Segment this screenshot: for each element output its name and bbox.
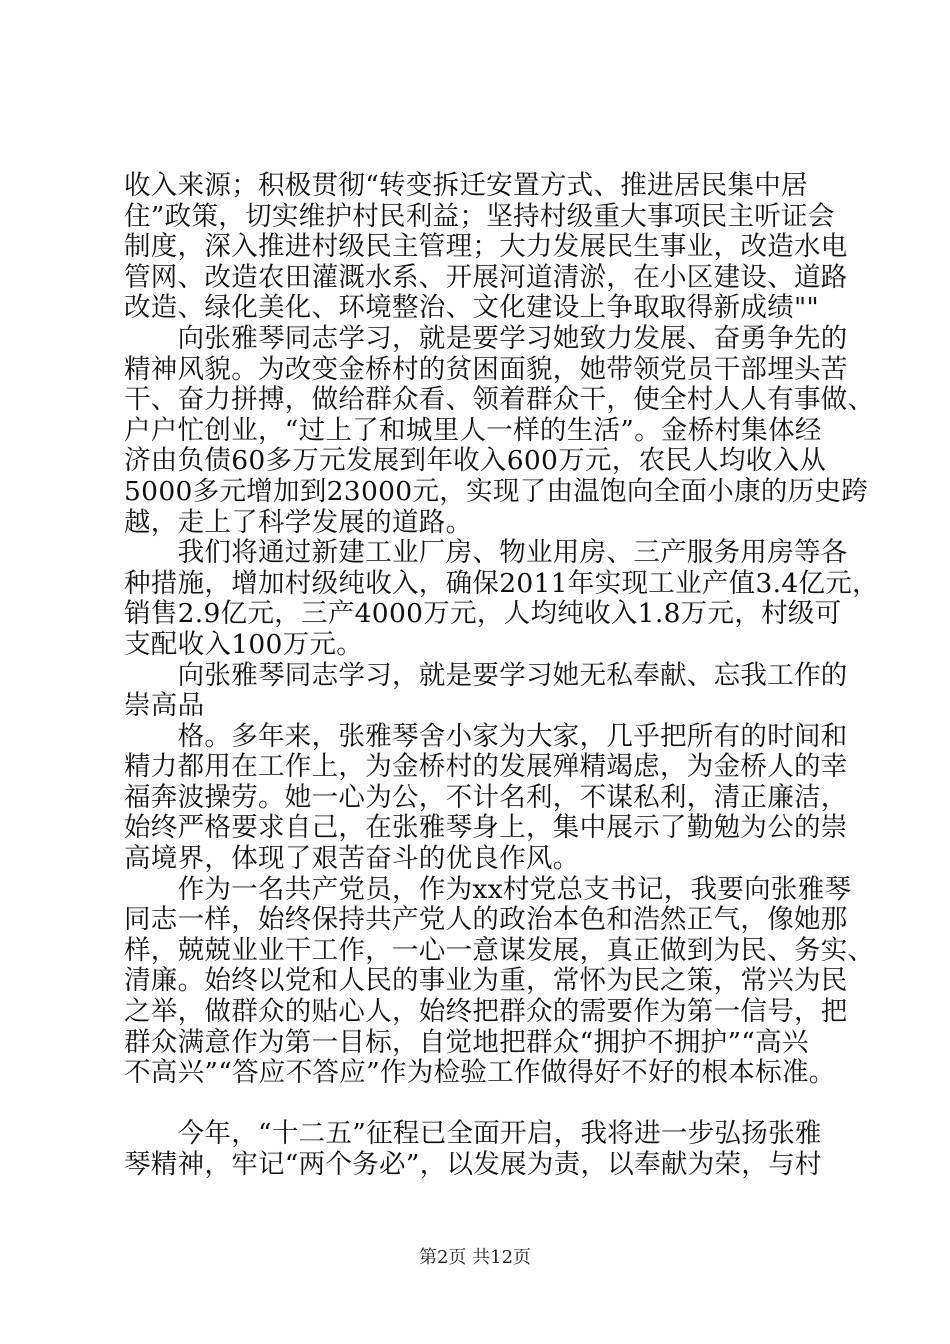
text-line: 今年，“十二五”征程已全面开启，我将进一步弘扬张雅 [124, 1118, 822, 1150]
text-line: 我们将通过新建工业厂房、物业用房、三产服务用房等各 [124, 537, 848, 569]
text-line: 福奔波操劳。她一心为公，不计名利，不谋私利，清正廉洁， [124, 781, 848, 813]
text-line: 琴精神，牢记“两个务必”，以发展为责，以奉献为荣，与村 [124, 1149, 822, 1180]
text-line: 格。多年来，张雅琴舍小家为大家，几乎把所有的时间和 [124, 720, 848, 752]
text-line: 越，走上了科学发展的道路。 [124, 506, 473, 538]
document-body [124, 170, 879, 1181]
text-line: 精神风貌。为改变金桥村的贫困面貌，她带领党员干部埋头苦 [124, 353, 848, 385]
text-line: 种措施，增加村级纯收入，确保2011年实现工业产值3.4亿元， [124, 567, 879, 599]
page-footer: 第2页 共12页 [418, 1247, 532, 1268]
text-line: 销售2.9亿元，三产4000万元，人均纯收入1.8万元，村级可 [124, 598, 842, 630]
text-line: 样，兢兢业业干工作，一心一意谋发展，真正做到为民、务实、 [124, 934, 875, 966]
text-line: 改造、绿化美化、环境整治、文化建设上争取取得新成绩"" [124, 292, 819, 324]
text-line: 5000多元增加到23000元，实现了由温饱向全面小康的历史跨 [124, 475, 869, 507]
text-line: 制度，深入推进村级民主管理；大力发展民生事业，改造水电 [124, 231, 848, 263]
blank-line [124, 1089, 844, 1120]
text-line: 济由负债60多万元发展到年收入600万元，农民人均收入从 [124, 445, 827, 477]
text-line: 崇高品 [124, 690, 205, 722]
text-line: 住”政策，切实维护村民利益；坚持村级重大事项民主听证会 [124, 200, 835, 232]
text-line: 收入来源；积极贯彻“转变拆迁安置方式、推进居民集中居 [124, 170, 808, 201]
text-line: 干、奋力拼搏，做给群众看、领着群众干，使全村人人有事做、 [124, 384, 875, 416]
text-line: 始终严格要求自己，在张雅琴身上，集中展示了勤勉为公的崇 [124, 812, 848, 844]
text-line: 户户忙创业，“过上了和城里人一样的生活”。金桥村集体经 [124, 414, 822, 446]
text-line: 清廉。始终以党和人民的事业为重，常怀为民之策，常兴为民 [124, 965, 848, 997]
text-line: 精力都用在工作上，为金桥村的发展殚精竭虑，为金桥人的幸 [124, 751, 848, 783]
text-line: 之举，做群众的贴心人，始终把群众的需要作为第一信号，把 [124, 996, 848, 1028]
text-line: 管网、改造农田灌溉水系、开展河道清淤，在小区建设、道路 [124, 261, 848, 293]
text-line: 同志一样，始终保持共产党人的政治本色和浩然正气，像她那 [124, 904, 848, 936]
text-line: 向张雅琴同志学习，就是要学习她致力发展、奋勇争先的 [124, 322, 848, 354]
text-line: 群众满意作为第一目标，自觉地把群众“拥护不拥护”“高兴 [124, 1026, 809, 1058]
text-line: 支配收入100万元。 [124, 628, 364, 660]
text-line: 高境界，体现了艰苦奋斗的优良作风。 [124, 843, 580, 875]
text-line: 不高兴”“答应不答应”作为检验工作做得好不好的根本标准。 [124, 1057, 836, 1089]
text-line: 作为一名共产党员，作为xx村党总支书记，我要向张雅琴 [124, 873, 852, 905]
text-line: 向张雅琴同志学习，就是要学习她无私奉献、忘我工作的 [124, 659, 848, 691]
